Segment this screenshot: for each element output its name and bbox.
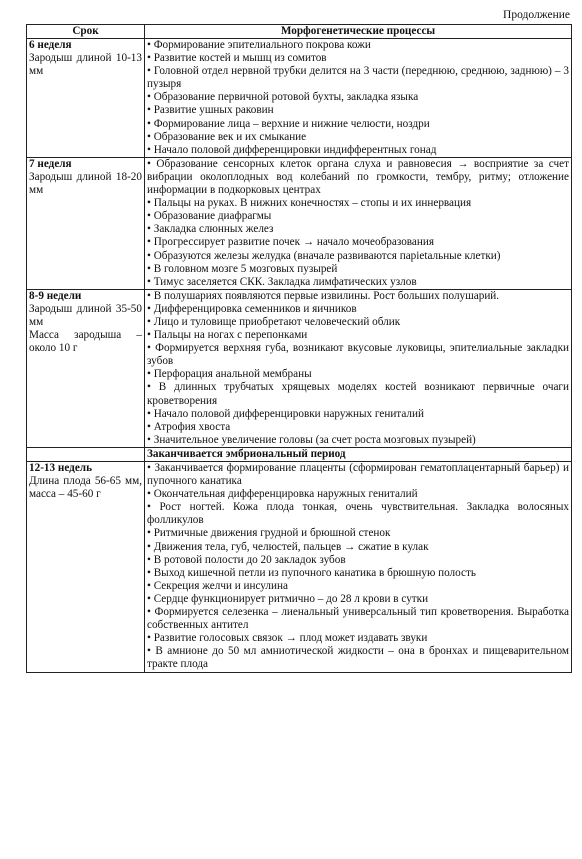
term-cell [27,157,145,289]
list-item: • В головном мозге 5 мозговых пузырей [147,262,338,275]
list-item: • Образование первичной ротовой бухты, закладка языка [147,91,419,104]
list-item: • Тимус заселяется СКК. Закладка лимфатических узлов [147,275,417,288]
processes-cell [145,157,572,289]
list-item: • Образование диафрагмы [147,210,272,223]
term-desc: Масса зародыша – около 10 г [29,329,142,355]
list-item: • Рост ногтей. Кожа плода тонкая, очень чувствительная. Закладка волосяных фолликулов [147,501,569,527]
list-item: • Дифференцировка семенников и яичников [147,302,357,315]
processes-cell [145,39,572,158]
list-item: • Окончательная дифференцировка наружных гениталий [147,488,418,501]
process-list [147,158,569,289]
list-item: • Начало половой дифференцировки наружных гениталий [147,407,424,420]
term-desc: Длина плода 56-65 мм, масса – 45-60 г [29,475,142,501]
list-item: • Закладка слюнных желез [147,223,274,236]
list-item: • В амнионе до 50 мл амниотической жидкости – она в бронхах и пищеварительном тракте плода [147,645,569,671]
table-row [27,157,572,289]
list-item: • Начало половой дифференцировки индифферентных гонад [147,143,437,156]
term-desc: Зародыш длиной 35-50 мм [29,302,142,328]
list-item: • Пальцы на ногах с перепонками [147,329,308,342]
list-item: • Выход кишечной петли из пупочного канатика в брюшную полость [147,566,476,579]
morphogenesis-table [26,24,572,673]
list-item: • Сердце функционирует ритмично – до 28 л крови в сутки [147,592,429,605]
list-item: • Образование сенсорных клеток органа слуха и равновесия → восприятие за счет вибрации околоплодных вод колебаний по громкости, тембру, ритму; отложение информации в подкорковых центрах [147,157,569,197]
term-cell [27,289,145,447]
processes-cell [145,462,572,673]
list-item: • Значительное увеличение головы (за счет роста мозговых пузырей) [147,433,476,446]
process-list [147,462,569,672]
table-header-row [27,25,572,39]
term-title: 8-9 недели [29,289,82,302]
list-item: • Развитие костей и мышц из сомитов [147,52,327,65]
term-title: 6 неделя [29,39,72,51]
closing-row [27,447,572,461]
list-item: • Ритмичные движения грудной и брюшной стенок [147,527,391,540]
continuation-label: Продолжение [503,9,570,21]
term-desc: Зародыш длиной 10-13 мм [29,52,142,78]
term-cell [27,462,145,673]
term-cell [27,39,145,158]
table-row [27,289,572,447]
list-item: • Заканчивается формирование плаценты (сформирован гематоплацентарный барьер) и пупочного канатика [147,462,569,488]
header-term: Срок [27,25,145,39]
header-processes: Морфогенетические процессы [145,25,572,39]
list-item: • В полушариях появляются первые извилины. Рост больших полушарий. [147,289,500,302]
process-list [147,39,569,157]
processes-cell [145,289,572,447]
list-item: • Секреция желчи и инсулина [147,579,288,592]
closing-empty-cell [27,447,145,461]
list-item: • Формирование эпителиального покрова кожи [147,39,371,51]
list-item: • В длинных трубчатых хрящевых моделях костей возникают первичные очаги кроветворения [147,381,569,407]
list-item: • Движения тела, губ, челюстей, пальцев → сжатие в кулак [147,540,429,553]
list-item: • Развитие ушных раковин [147,104,274,117]
list-item: • Формируется верхняя губа, возникают вкусовые луковицы, эпителиальные закладки зубов [147,342,569,368]
term-title: 7 неделя [29,157,72,170]
list-item: • Образуются железы желудка (вначале развиваются парietальные клетки) [147,249,501,262]
list-item: • Формируется селезенка – лиенальный универсальный тип кроветворения. Выработка собственных антител [147,606,569,632]
term-title: 12-13 недель [29,462,92,474]
list-item: • Головной отдел нервной трубки делится на 3 части (переднюю, среднюю, заднюю) – 3 пузыря [147,65,569,91]
list-item: • Лицо и туловище приобретают человеческий облик [147,315,401,328]
list-item: • В ротовой полости до 20 закладок зубов [147,553,346,566]
list-item: • Прогрессирует развитие почек → начало мочеобразования [147,236,435,249]
list-item: • Развитие голосовых связок → плод может издавать звуки [147,632,428,645]
list-item: • Перфорация анальной мембраны [147,368,312,381]
table-row [27,39,572,158]
term-desc: Зародыш длиной 18-20 мм [29,170,142,197]
table-row [27,462,572,673]
process-list [147,290,569,447]
list-item: • Формирование лица – верхние и нижние челюсти, ноздри [147,117,430,130]
list-item: • Пальцы на руках. В нижних конечностях – стопы и их иннервация [147,197,472,210]
list-item: • Атрофия хвоста [147,420,231,433]
list-item: • Образование век и их смыкание [147,130,307,143]
closing-label: Заканчивается эмбриональный период [145,447,572,461]
